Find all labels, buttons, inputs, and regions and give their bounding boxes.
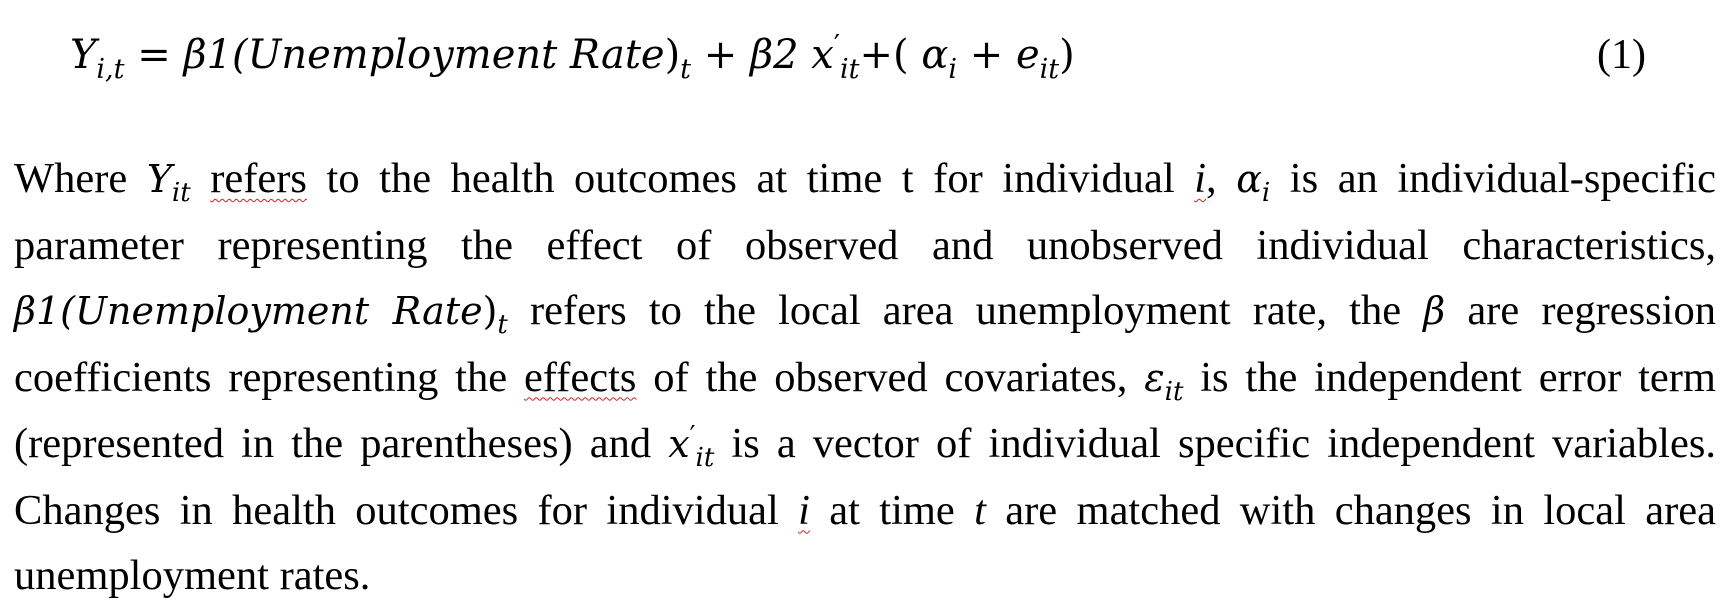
text-segment: of the observed covariates, bbox=[636, 353, 1145, 401]
eq-error: e bbox=[1015, 32, 1040, 78]
math-x-subscript: it bbox=[695, 443, 715, 473]
math-epsilon: ε bbox=[1144, 355, 1165, 400]
eq-x-subscript: it bbox=[839, 54, 860, 85]
text-segment: Where bbox=[14, 155, 147, 202]
math-x-prime: ′ bbox=[689, 421, 696, 451]
math-alpha: α bbox=[1236, 157, 1262, 201]
eq-plus-open-paren: +( bbox=[859, 32, 909, 78]
math-Y: Y bbox=[146, 157, 172, 201]
text-segment: refers to the local area unemployment rate, the bbox=[507, 287, 1424, 334]
math-x: x bbox=[668, 422, 690, 466]
eq-alpha: α bbox=[908, 32, 949, 78]
math-epsilon-subscript: it bbox=[1164, 376, 1184, 407]
text-italic-t: t bbox=[974, 486, 986, 534]
eq-close-paren-2: ) bbox=[1059, 32, 1075, 78]
eq-error-subscript: it bbox=[1039, 54, 1060, 85]
eq-beta2: β2 bbox=[749, 32, 799, 78]
math-beta: β bbox=[1423, 289, 1446, 333]
eq-plus-2: + bbox=[956, 32, 1016, 78]
eq-beta1: β1( bbox=[183, 32, 248, 78]
eq-x: x bbox=[798, 32, 834, 78]
spellcheck-word-effects[interactable]: effects bbox=[523, 353, 637, 401]
math-alpha-subscript: i bbox=[1261, 178, 1271, 208]
eq-close-paren: ) bbox=[664, 32, 681, 78]
text-segment: is a vector of individual specific independent variables. Changes in health outcomes for individual bbox=[14, 420, 1717, 534]
spellcheck-word-refers[interactable]: refers bbox=[210, 155, 307, 202]
eq-plus: + bbox=[691, 32, 750, 78]
spellcheck-word-i-2[interactable]: i bbox=[798, 486, 810, 534]
text-segment: are matched with changes in local area unemployment rates. bbox=[14, 486, 1716, 599]
text-segment: is an individual-specific parameter representing the effect of observed and unobserved individual characteristics, bbox=[14, 155, 1717, 269]
text-segment: to the health outcomes at time t for individual bbox=[306, 155, 1195, 202]
eq-x-prime: ′ bbox=[833, 30, 840, 61]
text-segment: at time bbox=[809, 486, 975, 534]
math-t-subscript: t bbox=[497, 310, 508, 340]
regression-equation bbox=[70, 20, 1650, 90]
equation-number: (1) bbox=[1597, 32, 1646, 78]
eq-alpha-subscript: i bbox=[948, 54, 957, 85]
math-Y-subscript: it bbox=[171, 178, 191, 208]
eq-t-subscript: t bbox=[680, 54, 692, 85]
text-segment bbox=[191, 155, 211, 202]
body-paragraph bbox=[14, 146, 1716, 609]
eq-unemployment-rate: Unemployment Rate bbox=[247, 32, 665, 78]
eq-lhs: Y bbox=[70, 32, 97, 78]
eq-lhs-subscript: i,t bbox=[96, 54, 125, 85]
text-segment: is the independent error term (represented in the parentheses) and bbox=[14, 353, 1716, 467]
math-close-paren: ) bbox=[482, 289, 498, 333]
eq-equals: = bbox=[124, 32, 184, 78]
text-segment: are regression coefficients representing the bbox=[14, 287, 1716, 401]
math-unemployment-rate: Unemployment Rate bbox=[74, 289, 483, 333]
spellcheck-word-i[interactable]: i bbox=[1194, 155, 1207, 202]
math-beta1: β1( bbox=[14, 289, 75, 333]
text-segment: , bbox=[1206, 155, 1237, 202]
